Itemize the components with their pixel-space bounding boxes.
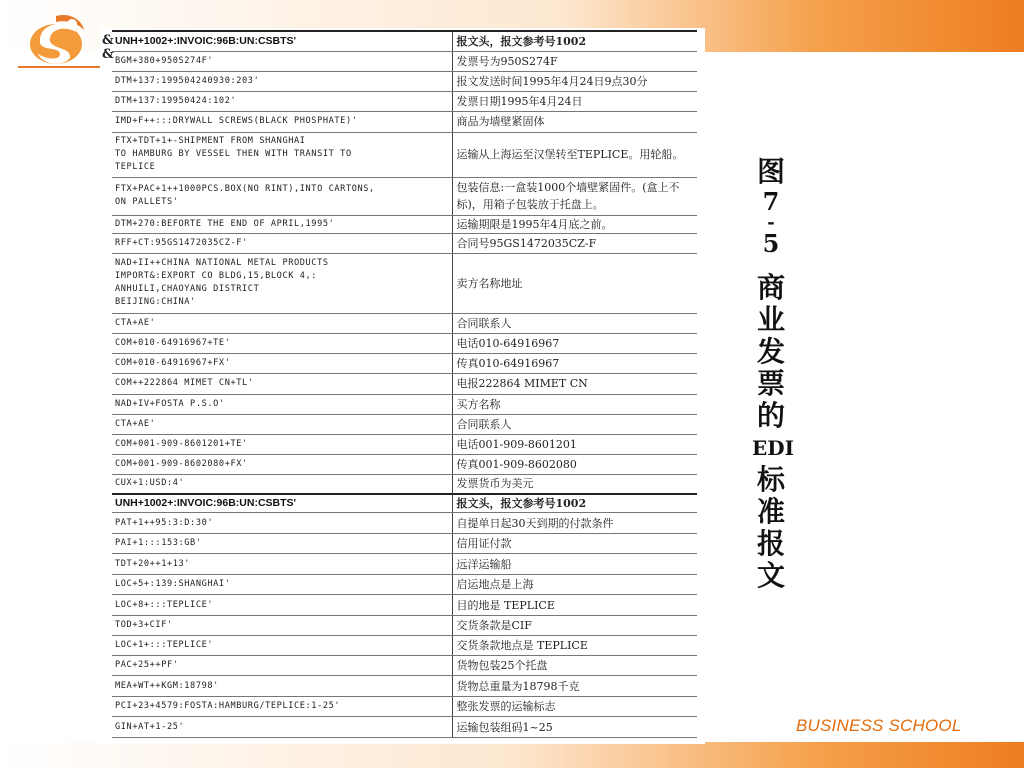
table-row <box>112 51 697 71</box>
table-row <box>112 717 697 738</box>
section-marker: & <box>102 47 114 62</box>
edi-segment-description: 电报222864 MIMET CN <box>452 373 697 394</box>
edi-message-table <box>112 30 697 738</box>
caption-char: 图 <box>756 155 785 188</box>
edi-segment-code: DTM+137:199504240930:203' <box>112 71 452 91</box>
edi-segment-code: PAI+1:::153:GB' <box>112 534 452 554</box>
table-row <box>112 373 697 394</box>
edi-segment-code: COM+010-64916967+TE' <box>112 333 452 353</box>
edi-segment-code: COM+001-909-8601201+TE' <box>112 434 452 454</box>
table-row <box>112 454 697 474</box>
edi-segment-description: 电话010-64916967 <box>452 333 697 353</box>
edi-segment-description: 交货条款地点是 TEPLICE <box>452 636 697 656</box>
table-row <box>112 177 697 215</box>
caption-char: 报 <box>756 527 785 560</box>
table-row <box>112 253 697 313</box>
table-row <box>112 313 697 333</box>
edi-segment-code: TDT+20++1+13' <box>112 554 452 575</box>
table-row <box>112 111 697 132</box>
table-row <box>112 71 697 91</box>
edi-segment-code: TOD+3+CIF' <box>112 616 452 636</box>
edi-segment-code: LOC+8+:::TEPLICE' <box>112 595 452 616</box>
edi-segment-code: FTX+TDT+1+-SHIPMENT FROM SHANGHAI TO HAMBURG BY VESSEL THEN WITH TRANSIT TO TEPLICE <box>112 132 452 177</box>
caption-char: 准 <box>756 495 785 528</box>
edi-segment-description: 发票日期1995年4月24日 <box>452 91 697 111</box>
edi-document-image <box>100 28 705 744</box>
table-row <box>112 676 697 697</box>
edi-segment-code: RFF+CT:95GS1472035CZ-F' <box>112 233 452 253</box>
edi-segment-description: 远洋运输船 <box>452 554 697 575</box>
table-row <box>112 132 697 177</box>
edi-segment-description: 整张发票的运输标志 <box>452 697 697 717</box>
edi-segment-code: BGM+380+950S274F' <box>112 51 452 71</box>
figure-caption <box>752 155 794 592</box>
edi-segment-description: 合同号95GS1472035CZ-F <box>452 233 697 253</box>
table-row <box>112 697 697 717</box>
edi-segment-description: 信用证付款 <box>452 534 697 554</box>
caption-char: 票 <box>756 367 785 400</box>
table-row <box>112 595 697 616</box>
table-row <box>112 554 697 575</box>
edi-segment-description: 合同联系人 <box>452 313 697 333</box>
table-row <box>112 534 697 554</box>
business-school-brand: BUSINESS SCHOOL <box>796 716 962 735</box>
edi-segment-code: CUX+1:USD:4' <box>112 474 452 494</box>
table-row <box>112 394 697 414</box>
table-row <box>112 434 697 454</box>
edi-segment-code: PAT+1++95:3:D:30' <box>112 513 452 534</box>
caption-char: 7 <box>762 187 780 216</box>
edi-segment-code: PAC+25++PF' <box>112 656 452 676</box>
edi-segment-description: 启运地点是上海 <box>452 575 697 595</box>
edi-segment-code: NAD+IV+FOSTA P.S.O' <box>112 394 452 414</box>
edi-segment-code: UNH+1002+:INVOIC:96B:UN:CSBTS' <box>112 31 452 51</box>
table-row <box>112 656 697 676</box>
table-row <box>112 215 697 233</box>
edi-segment-code: COM+010-64916967+FX' <box>112 353 452 373</box>
school-logo-icon <box>26 10 88 68</box>
table-row <box>112 233 697 253</box>
edi-segment-code: COM++222864 MIMET CN+TL' <box>112 373 452 394</box>
table-row <box>112 414 697 434</box>
caption-char: - <box>767 212 775 233</box>
table-row <box>112 616 697 636</box>
edi-segment-code: MEA+WT++KGM:18798' <box>112 676 452 697</box>
edi-segment-code: COM+001-909-8602080+FX' <box>112 454 452 474</box>
edi-segment-code: LOC+1+:::TEPLICE' <box>112 636 452 656</box>
edi-segment-description: 传真001-909-8602080 <box>452 454 697 474</box>
edi-segment-description: 货物包装25个托盘 <box>452 656 697 676</box>
edi-segment-description: 报文发送时间1995年4月24日9点30分 <box>452 71 697 91</box>
edi-segment-code: CTA+AE' <box>112 414 452 434</box>
caption-char: 的 <box>756 399 785 432</box>
edi-segment-code: LOC+5+:139:SHANGHAI' <box>112 575 452 595</box>
edi-segment-description: 发票号为950S274F <box>452 51 697 71</box>
edi-segment-description: 商品为墙壁紧固体 <box>452 111 697 132</box>
table-row <box>112 494 697 513</box>
edi-segment-code: DTM+270:BEFORTE THE END OF APRIL,1995' <box>112 215 452 233</box>
edi-segment-description: 交货条款是CIF <box>452 616 697 636</box>
edi-segment-description: 传真010-64916967 <box>452 353 697 373</box>
table-row <box>112 636 697 656</box>
table-row <box>112 513 697 534</box>
edi-segment-code: IMD+F++:::DRYWALL SCREWS(BLACK PHOSPHATE)' <box>112 111 452 132</box>
edi-segment-description: 运输期限是1995年4月底之前。 <box>452 215 697 233</box>
caption-char: 5 <box>762 229 780 258</box>
edi-segment-description: 货物总重量为18798千克 <box>452 676 697 697</box>
edi-segment-code: UNH+1002+:INVOIC:96B:UN:CSBTS' <box>112 494 452 513</box>
edi-segment-description: 合同联系人 <box>452 414 697 434</box>
edi-segment-description: 卖方名称地址 <box>452 253 697 313</box>
edi-segment-code: PCI+23+4579:FOSTA:HAMBURG/TEPLICE:1-25' <box>112 697 452 717</box>
edi-segment-description: 目的地是 TEPLICE <box>452 595 697 616</box>
edi-segment-description: 运输从上海运至汉堡转至TEPLICE。用轮船。 <box>452 132 697 177</box>
logo-underline <box>18 66 102 68</box>
edi-segment-description: 报文头，报文参考号1002 <box>452 494 697 513</box>
edi-segment-description: 买方名称 <box>452 394 697 414</box>
section-marker: & <box>102 33 114 48</box>
caption-char: 业 <box>756 303 785 336</box>
edi-segment-code: NAD+II++CHINA NATIONAL METAL PRODUCTS IMPORT&:EXPORT CO BLDG,15,BLOCK 4,: ANHUILI,CHAOYANG DISTRICT BEIJING:CHINA' <box>112 253 452 313</box>
edi-segment-description: 电话001-909-8601201 <box>452 434 697 454</box>
table-row <box>112 91 697 111</box>
edi-segment-description: 包装信息:一盒装1000个墙壁紧固件。(盒上不标)，用箱子包装放于托盘上。 <box>452 177 697 215</box>
footer-gradient-band <box>0 742 1024 768</box>
table-row <box>112 474 697 494</box>
table-row <box>112 333 697 353</box>
caption-char: 发 <box>756 335 785 368</box>
edi-segment-code: GIN+AT+1-25' <box>112 717 452 738</box>
edi-segment-description: 运输包装组码1~25 <box>452 717 697 738</box>
edi-segment-code: CTA+AE' <box>112 313 452 333</box>
edi-segment-description: 发票货币为美元 <box>452 474 697 494</box>
caption-char: 商 <box>756 271 785 304</box>
edi-segment-code: FTX+PAC+1++1000PCS.BOX(NO RINT),INTO CARTONS, ON PALLETS' <box>112 177 452 215</box>
caption-char: EDI <box>752 436 794 460</box>
edi-segment-description: 报文头，报文参考号1002 <box>452 31 697 51</box>
table-row <box>112 575 697 595</box>
table-row <box>112 31 697 51</box>
edi-segment-description: 自提单日起30天到期的付款条件 <box>452 513 697 534</box>
caption-char: 标 <box>756 463 785 496</box>
caption-char: 文 <box>756 559 785 592</box>
table-row <box>112 353 697 373</box>
edi-segment-code: DTM+137:19950424:102' <box>112 91 452 111</box>
